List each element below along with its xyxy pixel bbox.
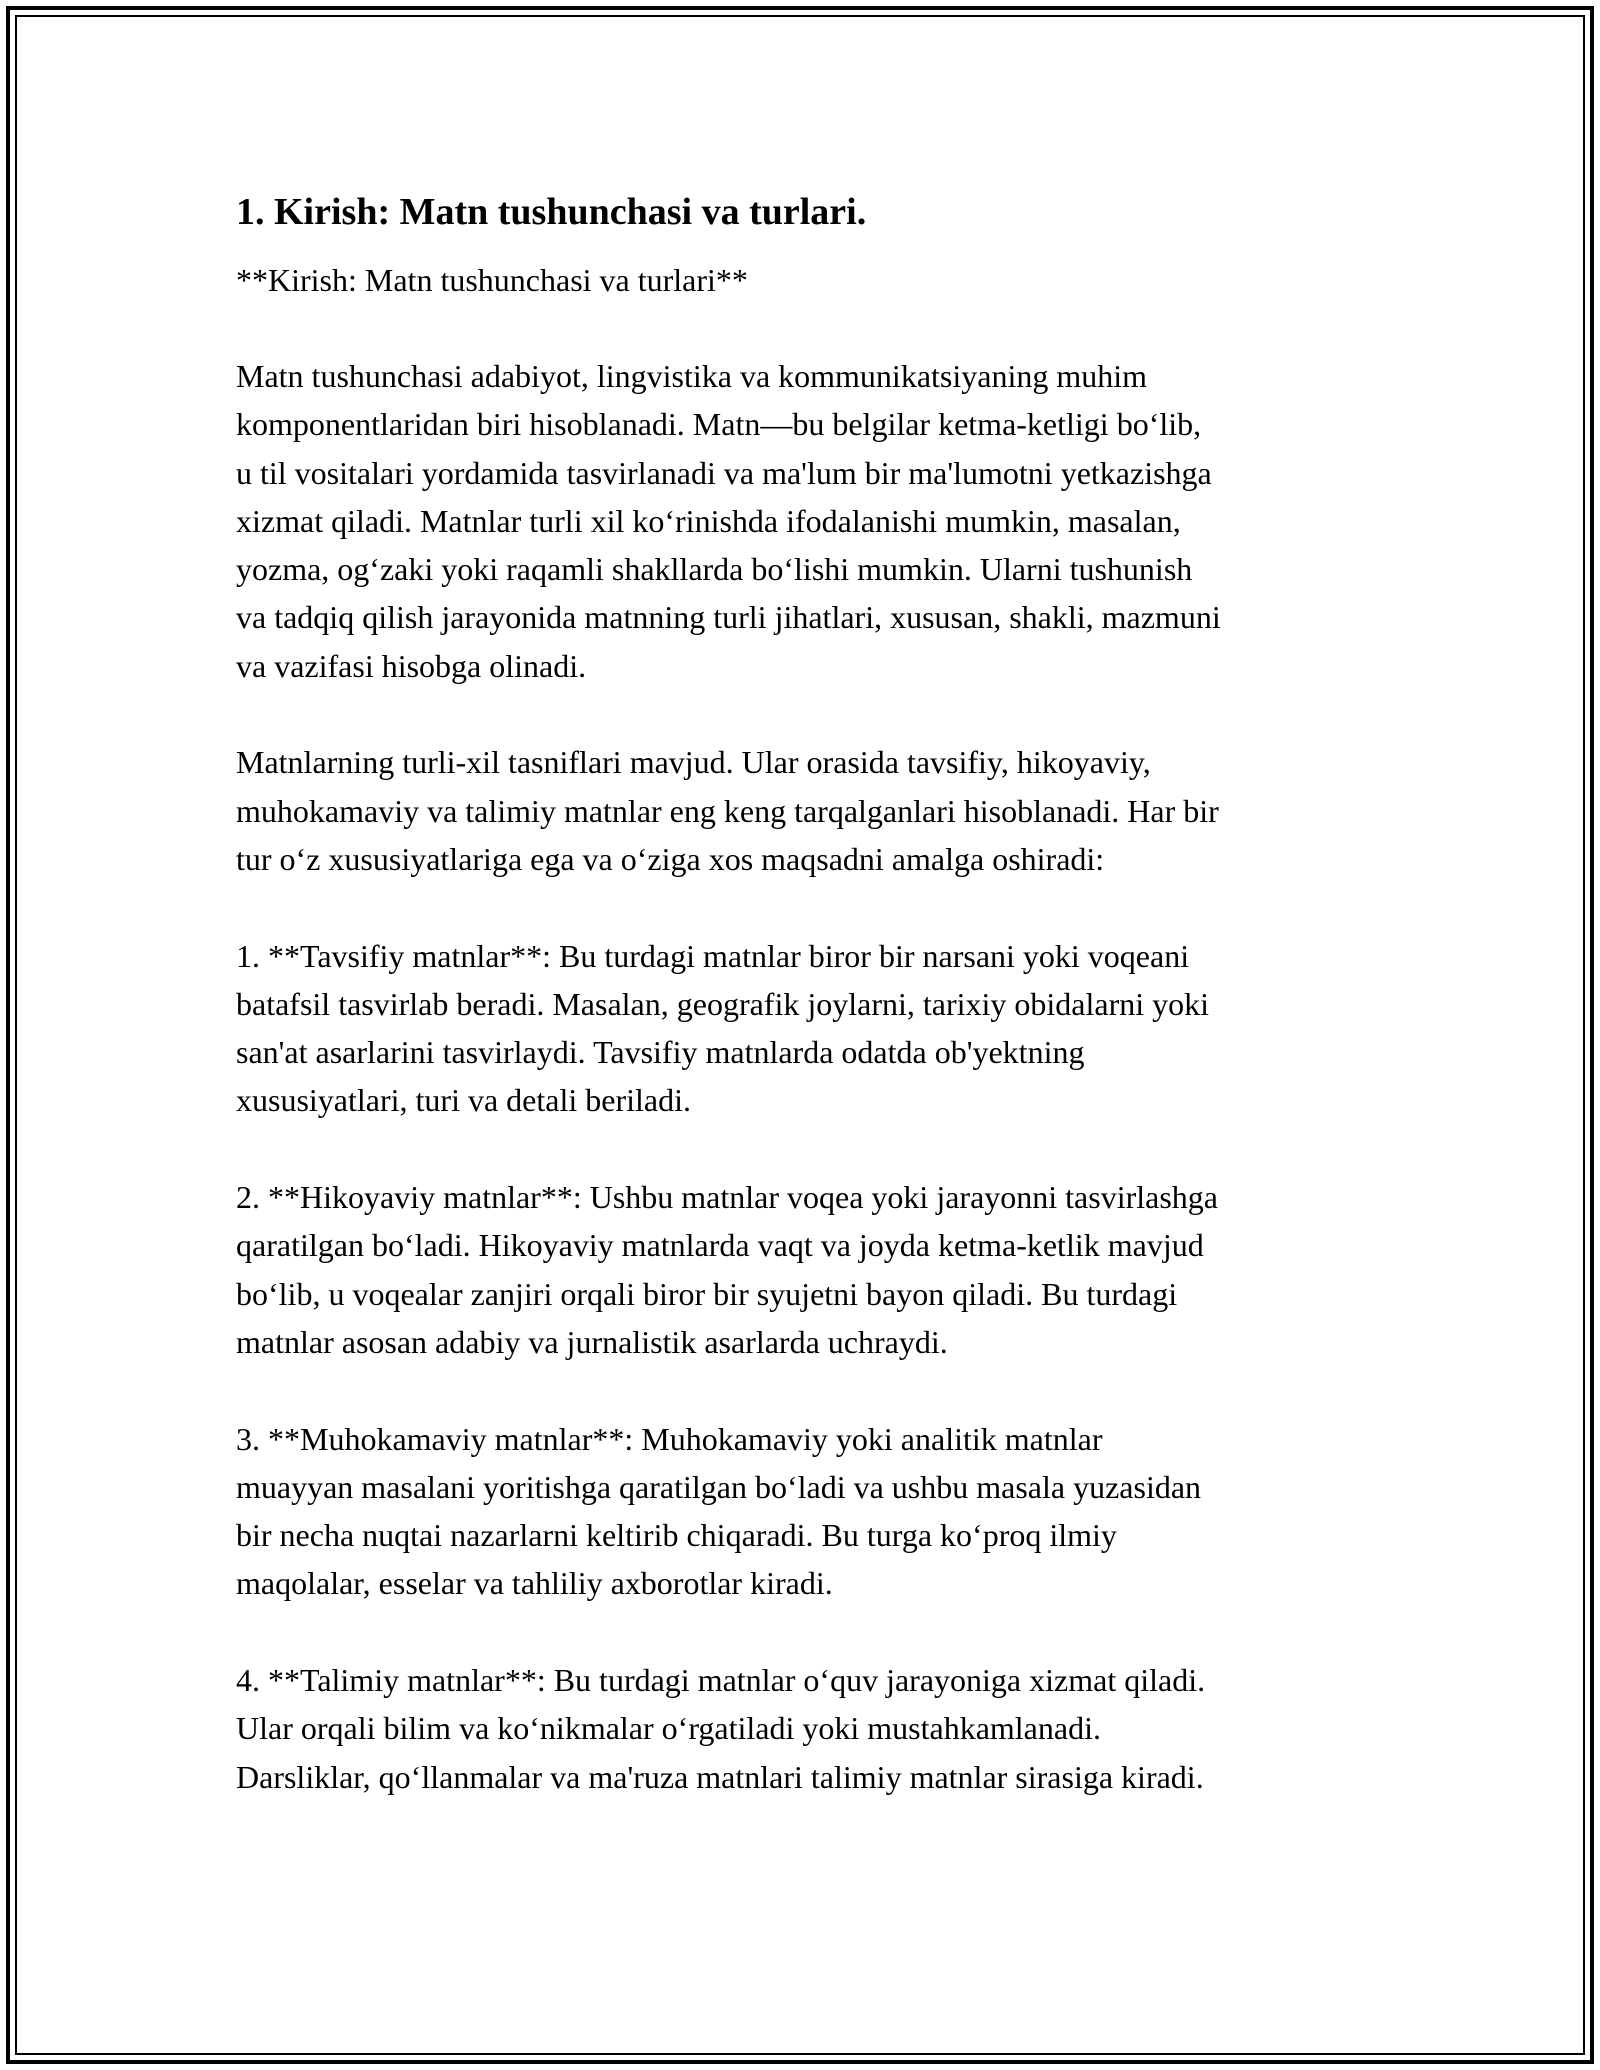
paragraph-line: bir necha nuqtai nazarlarni keltirib chiqaradi. Bu turga koʻproq ilmiy bbox=[236, 1517, 1117, 1554]
paragraph-line: Darsliklar, qoʻllanmalar va ma'ruza matnlari talimiy matnlar sirasiga kiradi. bbox=[236, 1758, 1204, 1795]
section-heading: 1. Kirish: Matn tushunchasi va turlari. bbox=[236, 191, 867, 233]
paragraph-line: 2. **Hikoyaviy matnlar**: Ushbu matnlar voqea yoki jarayonni tasvirlashga bbox=[236, 1179, 1218, 1216]
paragraph-line: xizmat qiladi. Matnlar turli xil koʻrinishda ifodalanishi mumkin, masalan, bbox=[236, 502, 1181, 539]
paragraph-line: va vazifasi hisobga olinadi. bbox=[236, 647, 587, 684]
document-body bbox=[236, 186, 1376, 1849]
paragraph-intro bbox=[236, 352, 1376, 690]
paragraph-line: u til vositalari yordamida tasvirlanadi va ma'lum bir ma'lumotni yetkazishga bbox=[236, 454, 1212, 491]
paragraph-line: xususiyatlari, turi va detali beriladi. bbox=[236, 1082, 691, 1119]
list-item-discursive bbox=[236, 1415, 1376, 1608]
paragraph-line: 3. **Muhokamaviy matnlar**: Muhokamaviy yoki analitik matnlar bbox=[236, 1420, 1103, 1457]
paragraph-line: Matnlarning turli-xil tasniflari mavjud. Ular orasida tavsifiy, hikoyaviy, bbox=[236, 744, 1151, 781]
paragraph-line: muhokamaviy va talimiy matnlar eng keng tarqalganlari hisoblanadi. Har bir bbox=[236, 792, 1219, 829]
paragraph-line: matnlar asosan adabiy va jurnalistik asarlarda uchraydi. bbox=[236, 1323, 948, 1360]
section-subtitle: **Kirish: Matn tushunchasi va turlari** bbox=[236, 262, 748, 298]
paragraph-classification bbox=[236, 738, 1376, 883]
list-item-educational bbox=[236, 1656, 1376, 1801]
paragraph-line: Ular orqali bilim va koʻnikmalar oʻrgatiladi yoki mustahkamlanadi. bbox=[236, 1710, 1101, 1747]
paragraph-line: 4. **Talimiy matnlar**: Bu turdagi matnlar oʻquv jarayoniga xizmat qiladi. bbox=[236, 1662, 1206, 1699]
paragraph-line: 1. **Tavsifiy matnlar**: Bu turdagi matnlar biror bir narsani yoki voqeani bbox=[236, 937, 1190, 974]
paragraph-line: qaratilgan boʻladi. Hikoyaviy matnlarda vaqt va joyda ketma-ketlik mavjud bbox=[236, 1227, 1204, 1264]
paragraph-line: Matn tushunchasi adabiyot, lingvistika va kommunikatsiyaning muhim bbox=[236, 358, 1148, 394]
paragraph-line: muayyan masalani yoritishga qaratilgan boʻladi va ushbu masala yuzasidan bbox=[236, 1468, 1202, 1505]
paragraph-line: san'at asarlarini tasvirlaydi. Tavsifiy matnlarda odatda ob'yektning bbox=[236, 1034, 1085, 1071]
paragraph-line: batafsil tasvirlab beradi. Masalan, geografik joylarni, tarixiy obidalarni yoki bbox=[236, 985, 1210, 1022]
paragraph-line: komponentlaridan biri hisoblanadi. Matn—bu belgilar ketma-ketligi boʻlib, bbox=[236, 406, 1202, 443]
paragraph-line: va tadqiq qilish jarayonida matnning turli jihatlari, xususan, shakli, mazmuni bbox=[236, 599, 1221, 636]
paragraph-line: maqolalar, esselar va tahliliy axborotlar kiradi. bbox=[236, 1565, 833, 1602]
paragraph-line: yozma, ogʻzaki yoki raqamli shakllarda boʻlishi mumkin. Ularni tushunish bbox=[236, 551, 1193, 588]
paragraph-line: tur oʻz xususiyatlariga ega va oʻziga xos maqsadni amalga oshiradi: bbox=[236, 840, 1105, 877]
list-item-narrative bbox=[236, 1173, 1376, 1366]
list-item-descriptive bbox=[236, 932, 1376, 1125]
paragraph-line: boʻlib, u voqealar zanjiri orqali biror bir syujetni bayon qiladi. Bu turdagi bbox=[236, 1275, 1178, 1312]
